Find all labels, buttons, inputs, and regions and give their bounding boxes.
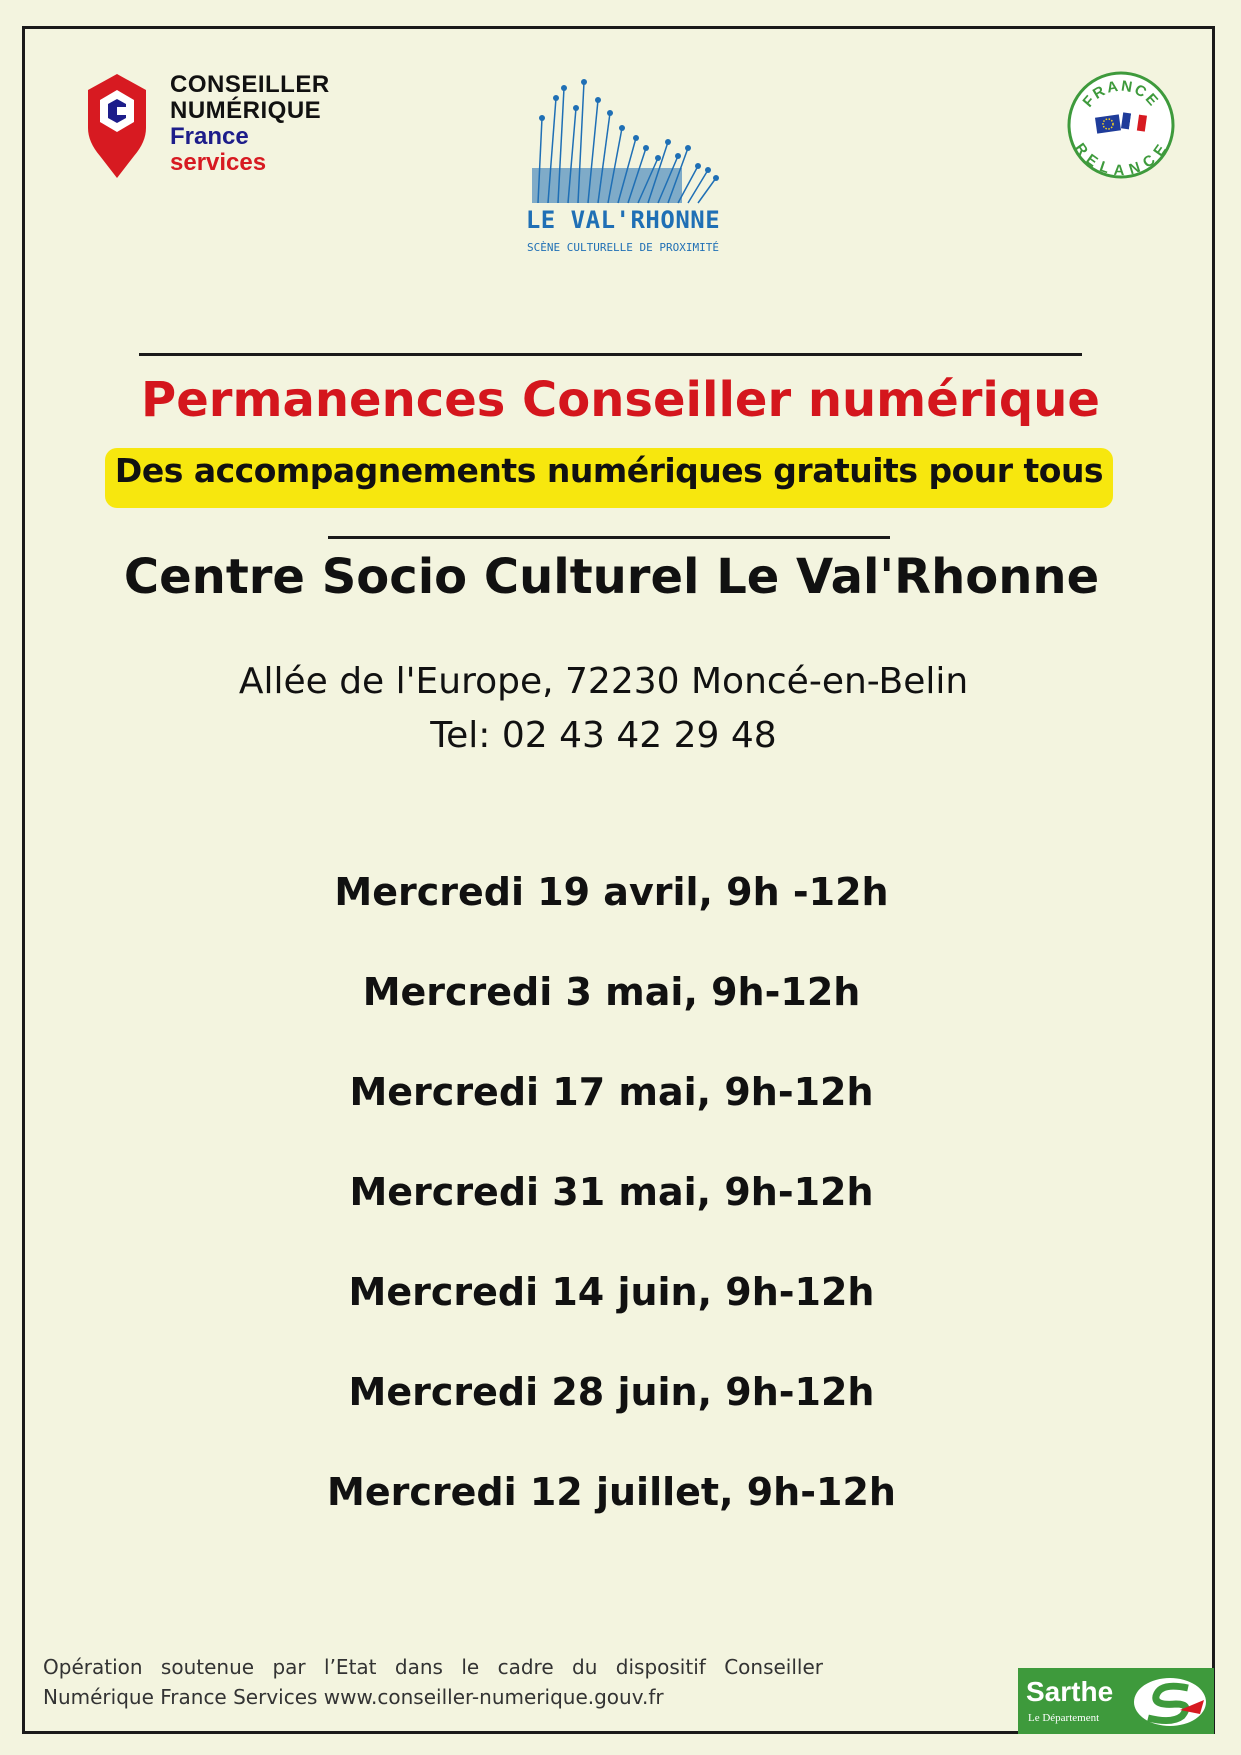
conseiller-numerique-logo xyxy=(84,72,354,184)
reeds-illustration-icon xyxy=(518,78,728,208)
date-item: Mercredi 14 juin, 9h-12h xyxy=(348,1270,875,1314)
logo-line-numerique: NUMÉRIQUE xyxy=(170,97,322,124)
page-title: Permanences Conseiller numérique xyxy=(141,372,1100,428)
france-relance-logo xyxy=(1066,70,1176,180)
footer-note: Opération soutenue par l’Etat dans le cadre du dispositif Conseiller Numérique France Services www.conseiller-numerique.gouv.fr xyxy=(43,1655,823,1709)
logo-line-conseiller: CONSEILLER xyxy=(170,71,330,98)
highlight-subtitle: Des accompagnements numériques gratuits pour tous xyxy=(105,448,1113,508)
dates-list xyxy=(0,870,1223,1570)
middle-divider xyxy=(328,536,890,539)
sarthe-subtitle: Le Département xyxy=(1028,1712,1100,1724)
val-rhonne-name: LE VAL'RHONNE xyxy=(525,206,721,234)
val-rhonne-logo xyxy=(518,78,728,258)
date-item: Mercredi 12 juillet, 9h-12h xyxy=(327,1470,896,1514)
logo-line-france: France xyxy=(170,123,249,150)
relance-bottom-text: RELANCE xyxy=(1070,140,1172,180)
sarthe-name: Sarthe xyxy=(1026,1676,1114,1707)
location-pin-icon xyxy=(84,72,150,180)
date-item: Mercredi 31 mai, 9h-12h xyxy=(349,1170,874,1214)
venue-name: Centre Socio Culturel Le Val'Rhonne xyxy=(123,549,1100,605)
date-item: Mercredi 28 juin, 9h-12h xyxy=(348,1370,875,1414)
date-item: Mercredi 19 avril, 9h -12h xyxy=(334,870,889,914)
sarthe-logo xyxy=(1018,1668,1214,1734)
val-rhonne-tagline: SCÈNE CULTURELLE DE PROXIMITÉ xyxy=(526,241,720,254)
date-item: Mercredi 17 mai, 9h-12h xyxy=(349,1070,874,1114)
date-item: Mercredi 3 mai, 9h-12h xyxy=(362,970,861,1014)
top-divider xyxy=(139,353,1082,356)
venue-address: Allée de l'Europe, 72230 Moncé-en-Belin xyxy=(238,661,969,702)
venue-phone: Tel: 02 43 42 29 48 xyxy=(430,715,777,756)
sarthe-emblem-icon xyxy=(1130,1674,1210,1730)
relance-top-text: FRANCE xyxy=(1079,77,1163,111)
logo-line-services: services xyxy=(170,149,267,176)
